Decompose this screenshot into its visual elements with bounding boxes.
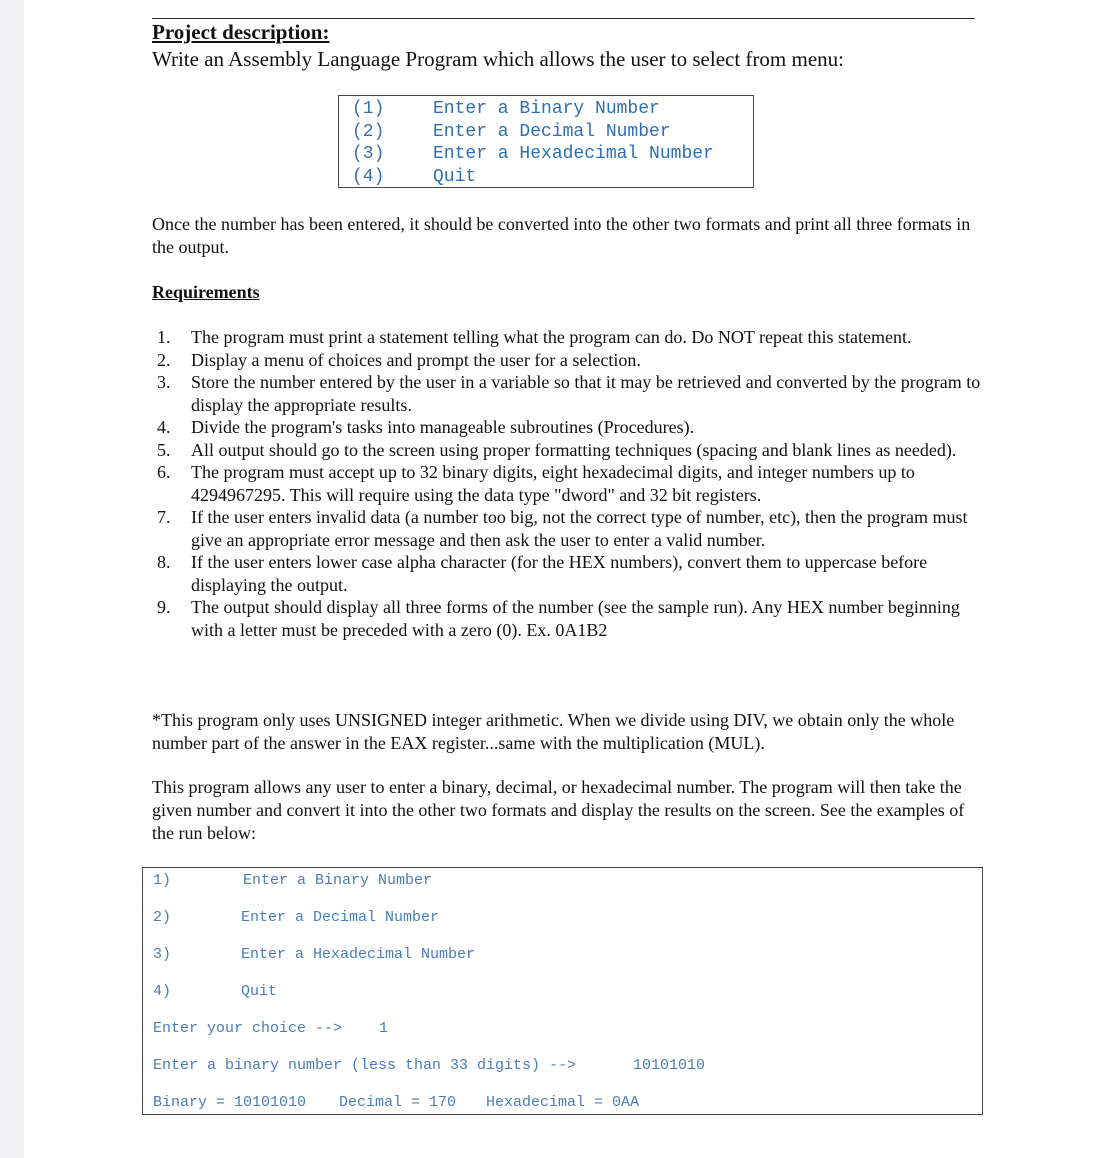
requirement-item [152, 596, 982, 641]
requirements-heading: Requirements [152, 282, 260, 302]
requirement-item [152, 416, 982, 439]
requirement-item [152, 326, 982, 349]
requirement-number: 3. [157, 372, 171, 392]
top-divider [152, 18, 975, 19]
result-hex: Hexadecimal = 0AA [486, 1094, 640, 1111]
menu-item-number: (1) [352, 99, 385, 119]
note-paragraph: *This program only uses UNSIGNED integer arithmetic. When we divide using DIV, we obtain only the whole number part of the answer in the EAX register...same with the multiplication (MUL). [152, 710, 955, 753]
summary-paragraph: This program allows any user to enter a binary, decimal, or hexadecimal number. The program will then take the given number and convert it into the other two formats and display the results on the screen. See the examples of the run below: [152, 777, 965, 843]
sample-menu-number: 3) [153, 946, 172, 963]
requirement-text: All output should go to the screen using proper formatting techniques (spacing and blank lines as needed). [191, 439, 957, 460]
choice-value: 1 [379, 1020, 389, 1037]
requirement-text: If the user enters lower case alpha character (for the HEX numbers), convert them to uppercase before displaying the output. [191, 552, 928, 595]
sample-menu-label: Quit [241, 983, 278, 1000]
requirement-text: Display a menu of choices and prompt the user for a selection. [191, 349, 641, 370]
sample-menu-label: Enter a Hexadecimal Number [241, 946, 476, 963]
requirement-number: 7. [157, 507, 171, 527]
page-title: Project description: [152, 20, 330, 44]
menu-item-number: (2) [352, 122, 385, 142]
requirement-item [152, 371, 982, 416]
result-decimal: Decimal = 170 [339, 1094, 457, 1111]
requirement-item [152, 506, 982, 551]
intro-text: Write an Assembly Language Program which allows the user to select from menu: [152, 47, 844, 71]
requirement-item [152, 551, 982, 596]
requirement-number: 5. [157, 439, 171, 460]
requirement-item [152, 461, 982, 506]
sample-menu-label: Enter a Binary Number [243, 872, 433, 889]
sample-menu-number: 1) [153, 872, 172, 889]
sample-menu-label: Enter a Decimal Number [241, 909, 440, 926]
binary-value: 10101010 [633, 1057, 706, 1074]
menu-item-label: Enter a Binary Number [433, 99, 660, 119]
menu-item-label: Enter a Decimal Number [433, 122, 671, 142]
requirement-number: 1. [157, 327, 171, 347]
sample-run-box [142, 867, 983, 1115]
requirement-number: 8. [157, 552, 171, 572]
binary-prompt: Enter a binary number (less than 33 digits) --> [153, 1057, 577, 1074]
requirement-text: The program must accept up to 32 binary digits, eight hexadecimal digits, and integer numbers up to 4294967295. This will require using the data type "dword" and 32 bit registers. [191, 462, 915, 505]
requirement-text: Store the number entered by the user in a variable so that it may be retrieved and converted by the program to display the appropriate results. [191, 372, 981, 415]
requirement-number: 9. [157, 597, 171, 617]
result-binary: Binary = 10101010 [153, 1094, 307, 1111]
conversion-paragraph: Once the number has been entered, it should be converted into the other two formats and print all three formats in the output. [152, 214, 971, 257]
menu-item-number: (4) [352, 167, 385, 187]
requirement-number: 2. [157, 349, 171, 370]
requirement-text: The program must print a statement telling what the program can do. Do NOT repeat this statement. [191, 327, 912, 347]
requirement-text: The output should display all three forms of the number (see the sample run). Any HEX number beginning with a letter must be preceded with a zero (0). Ex. 0A1B2 [191, 597, 960, 640]
choice-prompt: Enter your choice --> [153, 1020, 343, 1037]
menu-item-number: (3) [352, 144, 385, 164]
menu-item-label: Enter a Hexadecimal Number [433, 144, 714, 164]
requirement-number: 4. [157, 417, 171, 437]
requirement-text: Divide the program's tasks into manageable subroutines (Procedures). [191, 417, 695, 437]
requirement-item [152, 349, 982, 372]
requirement-number: 6. [157, 462, 171, 482]
requirement-text: If the user enters invalid data (a number too big, not the correct type of number, etc), then the program must give an appropriate error message and then ask the user to enter a valid number. [191, 507, 968, 550]
requirement-item [152, 439, 982, 462]
menu-item-label: Quit [433, 167, 477, 187]
requirements-list [152, 326, 982, 641]
sample-menu-number: 4) [153, 983, 172, 1000]
sample-menu-number: 2) [153, 909, 172, 926]
menu-box [338, 95, 754, 188]
